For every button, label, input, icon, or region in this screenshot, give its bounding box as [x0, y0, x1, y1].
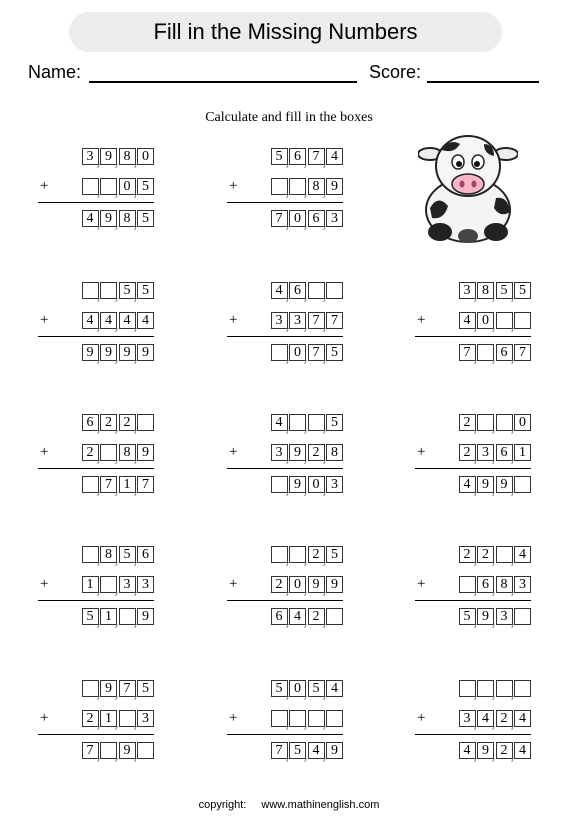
top-row [269, 148, 343, 165]
plus-sign: + [229, 576, 238, 592]
sum-row [269, 344, 343, 361]
plus-sign: + [40, 312, 49, 328]
add-row [457, 576, 531, 593]
digit-box: 9 [289, 476, 306, 493]
digit-box: 5 [326, 546, 343, 563]
problem-9 [411, 414, 531, 504]
answer-box[interactable] [496, 312, 513, 329]
answer-box[interactable] [100, 444, 117, 461]
sum-row [269, 742, 343, 759]
digit-box: 3 [326, 476, 343, 493]
digit-box: 5 [496, 282, 513, 299]
top-row [269, 282, 343, 299]
answer-box[interactable] [119, 710, 136, 727]
answer-box[interactable] [496, 680, 513, 697]
answer-box[interactable] [82, 680, 99, 697]
digit-box: 5 [137, 680, 154, 697]
digit-box: 5 [82, 608, 99, 625]
digit-box: 3 [137, 710, 154, 727]
digit-box: 6 [289, 148, 306, 165]
digit-box: 7 [271, 210, 288, 227]
digit-box: 7 [308, 344, 325, 361]
answer-box[interactable] [271, 546, 288, 563]
digit-box: 5 [271, 148, 288, 165]
top-row [457, 546, 531, 563]
answer-box[interactable] [289, 178, 306, 195]
digit-box: 4 [326, 148, 343, 165]
digit-box: 0 [477, 312, 494, 329]
digit-box: 7 [326, 312, 343, 329]
sum-line [227, 336, 343, 337]
answer-box[interactable] [100, 742, 117, 759]
sum-row [80, 344, 154, 361]
sum-line [38, 600, 154, 601]
digit-box: 4 [137, 312, 154, 329]
plus-sign: + [229, 312, 238, 328]
digit-box: 9 [100, 148, 117, 165]
answer-box[interactable] [82, 546, 99, 563]
digit-box: 9 [477, 742, 494, 759]
top-row [80, 282, 154, 299]
digit-box: 4 [459, 476, 476, 493]
digit-box: 0 [119, 178, 136, 195]
digit-box: 1 [100, 710, 117, 727]
answer-box[interactable] [119, 608, 136, 625]
digit-box: 9 [496, 476, 513, 493]
digit-box: 2 [459, 444, 476, 461]
digit-box: 6 [496, 344, 513, 361]
sum-row [269, 210, 343, 227]
score-label: Score: [369, 62, 422, 82]
digit-box: 9 [100, 680, 117, 697]
sum-line [227, 734, 343, 735]
sum-row [457, 742, 531, 759]
digit-box: 3 [271, 312, 288, 329]
digit-box: 0 [137, 148, 154, 165]
problem-4 [34, 282, 154, 372]
digit-box: 3 [496, 608, 513, 625]
answer-box[interactable] [137, 742, 154, 759]
digit-box: 7 [82, 742, 99, 759]
page-title [69, 12, 502, 52]
answer-box[interactable] [100, 178, 117, 195]
digit-box: 7 [308, 312, 325, 329]
digit-box: 4 [477, 710, 494, 727]
plus-sign: + [229, 444, 238, 460]
digit-box: 4 [514, 546, 531, 563]
digit-box: 9 [137, 444, 154, 461]
answer-box[interactable] [459, 680, 476, 697]
digit-box: 0 [289, 210, 306, 227]
digit-box: 2 [459, 414, 476, 431]
answer-box[interactable] [326, 608, 343, 625]
digit-box: 0 [289, 344, 306, 361]
digit-box: 6 [496, 444, 513, 461]
plus-sign: + [417, 710, 426, 726]
problem-8 [223, 414, 343, 504]
digit-box: 5 [119, 546, 136, 563]
add-row [269, 444, 343, 461]
answer-box[interactable] [82, 178, 99, 195]
digit-box: 9 [137, 344, 154, 361]
digit-box: 4 [459, 742, 476, 759]
answer-box[interactable] [100, 282, 117, 299]
answer-box[interactable] [271, 476, 288, 493]
digit-box: 7 [100, 476, 117, 493]
digit-box: 9 [137, 608, 154, 625]
sum-line [38, 336, 154, 337]
top-row [80, 546, 154, 563]
name-field[interactable] [89, 63, 357, 83]
digit-box: 9 [477, 476, 494, 493]
digit-box: 7 [271, 742, 288, 759]
digit-box: 3 [514, 576, 531, 593]
plus-sign: + [229, 178, 238, 194]
digit-box: 5 [459, 608, 476, 625]
add-row [80, 576, 154, 593]
digit-box: 6 [477, 576, 494, 593]
digit-box: 5 [326, 414, 343, 431]
answer-box[interactable] [514, 680, 531, 697]
digit-box: 7 [459, 344, 476, 361]
sum-row [269, 608, 343, 625]
plus-sign: + [417, 444, 426, 460]
digit-box: 8 [496, 576, 513, 593]
sum-line [38, 468, 154, 469]
digit-box: 5 [119, 282, 136, 299]
digit-box: 2 [308, 444, 325, 461]
answer-box[interactable] [82, 282, 99, 299]
digit-box: 4 [514, 710, 531, 727]
digit-box: 9 [100, 344, 117, 361]
page-title-text: Fill in the Missing Numbers [153, 19, 418, 44]
add-row [457, 312, 531, 329]
add-row [457, 444, 531, 461]
digit-box: 5 [326, 344, 343, 361]
answer-box[interactable] [326, 282, 343, 299]
digit-box: 6 [308, 210, 325, 227]
digit-box: 4 [119, 312, 136, 329]
digit-box: 2 [308, 546, 325, 563]
sum-row [80, 608, 154, 625]
answer-box[interactable] [514, 312, 531, 329]
digit-box: 4 [100, 312, 117, 329]
problem-2 [223, 148, 343, 238]
sum-row [457, 608, 531, 625]
plus-sign: + [40, 576, 49, 592]
digit-box: 0 [308, 476, 325, 493]
answer-box[interactable] [308, 710, 325, 727]
digit-box: 8 [326, 444, 343, 461]
name-label: Name: [28, 62, 82, 82]
digit-box: 2 [82, 710, 99, 727]
answer-box[interactable] [271, 710, 288, 727]
digit-box: 8 [100, 546, 117, 563]
digit-box: 8 [119, 444, 136, 461]
sum-line [227, 468, 343, 469]
answer-box[interactable] [308, 282, 325, 299]
digit-box: 9 [477, 608, 494, 625]
digit-box: 4 [326, 680, 343, 697]
digit-box: 9 [326, 576, 343, 593]
footer [0, 799, 578, 811]
answer-box[interactable] [459, 576, 476, 593]
add-row [80, 710, 154, 727]
answer-box[interactable] [137, 414, 154, 431]
digit-box: 3 [119, 576, 136, 593]
answer-box[interactable] [289, 710, 306, 727]
digit-box: 3 [289, 312, 306, 329]
digit-box: 5 [271, 680, 288, 697]
sum-row [80, 210, 154, 227]
sum-line [38, 202, 154, 203]
digit-box: 2 [271, 576, 288, 593]
answer-box[interactable] [514, 608, 531, 625]
answer-box[interactable] [271, 178, 288, 195]
score-field[interactable] [427, 63, 539, 83]
sum-row [80, 476, 154, 493]
sum-row [80, 742, 154, 759]
add-row [269, 312, 343, 329]
problem-5 [223, 282, 343, 372]
digit-box: 5 [137, 210, 154, 227]
top-row [269, 414, 343, 431]
digit-box: 4 [271, 414, 288, 431]
problem-11 [223, 546, 343, 636]
digit-box: 3 [271, 444, 288, 461]
sum-row [457, 476, 531, 493]
digit-box: 9 [100, 210, 117, 227]
sum-line [227, 202, 343, 203]
top-row [80, 148, 154, 165]
digit-box: 2 [100, 414, 117, 431]
digit-box: 1 [100, 608, 117, 625]
add-row [80, 178, 154, 195]
answer-box[interactable] [514, 476, 531, 493]
website-link[interactable]: www.mathinenglish.com [261, 799, 380, 811]
add-row [80, 312, 154, 329]
digit-box: 5 [289, 742, 306, 759]
plus-sign: + [229, 710, 238, 726]
digit-box: 7 [514, 344, 531, 361]
answer-box[interactable] [308, 414, 325, 431]
plus-sign: + [40, 178, 49, 194]
problem-7 [34, 414, 154, 504]
answer-box[interactable] [289, 546, 306, 563]
digit-box: 6 [271, 608, 288, 625]
digit-box: 4 [271, 282, 288, 299]
answer-box[interactable] [82, 476, 99, 493]
answer-box[interactable] [477, 680, 494, 697]
problem-10 [34, 546, 154, 636]
digit-box: 4 [459, 312, 476, 329]
sum-line [227, 600, 343, 601]
answer-box[interactable] [271, 344, 288, 361]
digit-box: 6 [137, 546, 154, 563]
digit-box: 8 [119, 148, 136, 165]
digit-box: 1 [82, 576, 99, 593]
digit-box: 3 [326, 210, 343, 227]
digit-box: 4 [514, 742, 531, 759]
sum-line [415, 336, 531, 337]
digit-box: 2 [496, 710, 513, 727]
digit-box: 2 [308, 608, 325, 625]
digit-box: 6 [289, 282, 306, 299]
digit-box: 7 [137, 476, 154, 493]
top-row [80, 680, 154, 697]
sum-line [415, 468, 531, 469]
digit-box: 5 [137, 282, 154, 299]
top-row [457, 282, 531, 299]
digit-box: 5 [308, 680, 325, 697]
digit-box: 1 [514, 444, 531, 461]
add-row [269, 710, 343, 727]
digit-box: 4 [289, 608, 306, 625]
digit-box: 9 [119, 344, 136, 361]
digit-box: 8 [308, 178, 325, 195]
problem-1 [34, 148, 154, 238]
digit-box: 9 [82, 344, 99, 361]
sum-row [457, 344, 531, 361]
answer-box[interactable] [477, 414, 494, 431]
problem-13 [34, 680, 154, 770]
digit-box: 2 [477, 546, 494, 563]
copyright-label: copyright: [198, 799, 247, 811]
cow-image [418, 130, 518, 245]
sum-line [415, 734, 531, 735]
answer-box[interactable] [100, 576, 117, 593]
digit-box: 3 [82, 148, 99, 165]
sum-line [415, 600, 531, 601]
digit-box: 5 [137, 178, 154, 195]
digit-box: 7 [119, 680, 136, 697]
answer-box[interactable] [326, 710, 343, 727]
top-row [269, 546, 343, 563]
digit-box: 4 [82, 210, 99, 227]
digit-box: 9 [326, 178, 343, 195]
add-row [457, 710, 531, 727]
digit-box: 0 [514, 414, 531, 431]
digit-box: 3 [459, 282, 476, 299]
answer-box[interactable] [496, 546, 513, 563]
problem-12 [411, 546, 531, 636]
digit-box: 2 [119, 414, 136, 431]
top-row [457, 680, 531, 697]
digit-box: 7 [308, 148, 325, 165]
answer-box[interactable] [289, 414, 306, 431]
digit-box: 8 [119, 210, 136, 227]
digit-box: 3 [477, 444, 494, 461]
digit-box: 2 [496, 742, 513, 759]
digit-box: 8 [477, 282, 494, 299]
plus-sign: + [40, 710, 49, 726]
digit-box: 6 [82, 414, 99, 431]
top-row [269, 680, 343, 697]
digit-box: 2 [459, 546, 476, 563]
digit-box: 9 [326, 742, 343, 759]
sum-line [38, 734, 154, 735]
add-row [269, 178, 343, 195]
digit-box: 3 [137, 576, 154, 593]
digit-box: 0 [289, 680, 306, 697]
digit-box: 5 [514, 282, 531, 299]
top-row [457, 414, 531, 431]
instructions: Calculate and fill in the boxes [205, 110, 373, 125]
digit-box: 4 [82, 312, 99, 329]
plus-sign: + [40, 444, 49, 460]
problem-14 [223, 680, 343, 770]
add-row [80, 444, 154, 461]
answer-box[interactable] [477, 344, 494, 361]
digit-box: 3 [459, 710, 476, 727]
top-row [80, 414, 154, 431]
digit-box: 1 [119, 476, 136, 493]
name-score-row [28, 62, 539, 83]
plus-sign: + [417, 312, 426, 328]
problem-15 [411, 680, 531, 770]
digit-box: 4 [308, 742, 325, 759]
add-row [269, 576, 343, 593]
answer-box[interactable] [496, 414, 513, 431]
sum-row [269, 476, 343, 493]
digit-box: 9 [289, 444, 306, 461]
digit-box: 0 [289, 576, 306, 593]
digit-box: 9 [119, 742, 136, 759]
digit-box: 9 [308, 576, 325, 593]
problem-6 [411, 282, 531, 372]
digit-box: 2 [82, 444, 99, 461]
plus-sign: + [417, 576, 426, 592]
